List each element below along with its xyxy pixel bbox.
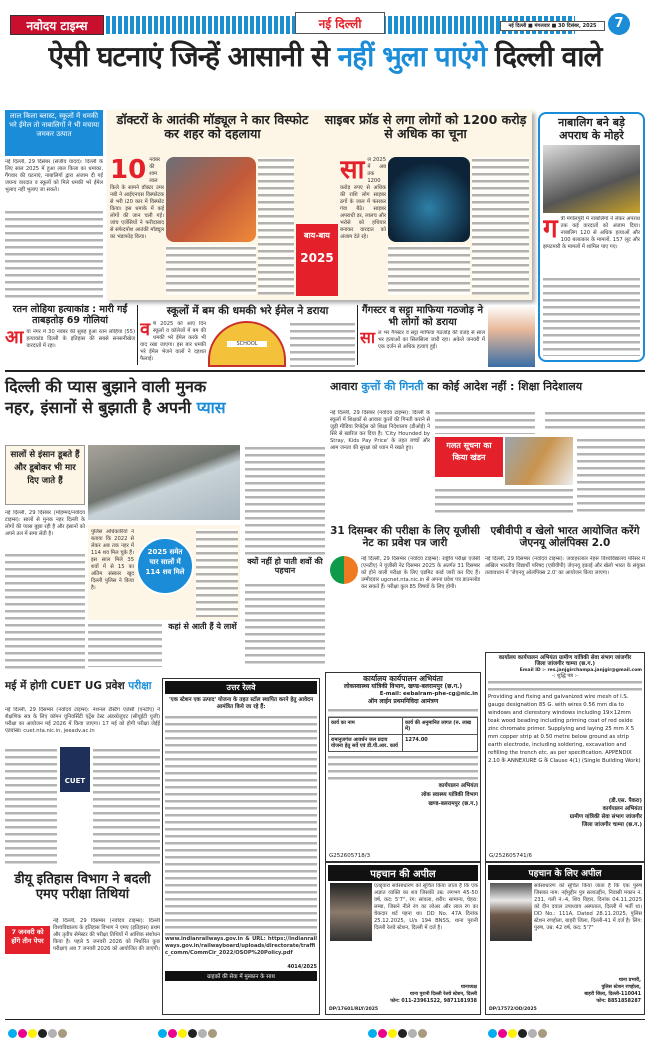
munak-headline-line2: नहर, इंसानों से बुझाती है अपनी: [5, 398, 191, 417]
blast-photo: [166, 157, 256, 242]
cuet-headline-text: मई में होगी CUET UG प्रवेश: [5, 680, 125, 692]
divider: [357, 305, 358, 365]
rail-ad-subtitle: 'एक स्टेशन एक उत्पाद' योजना के तहत स्टॉल स्थापित करने हेतु आवेदन आमंत्रित किये जा रहे हैं:: [168, 697, 313, 710]
main-headline-part1: ऐसी घटनाएं जिन्हें आसानी से: [48, 40, 329, 73]
tender2-corrigendum: -: शुद्धि पत्र :-: [551, 672, 579, 679]
tender2-email: Email ID :- res.janjgirchampa.janjgir@gmail.com: [519, 667, 642, 673]
munak-stat-circle: 2025 समेत चार सालों में 114 शव मिले: [136, 537, 194, 595]
tender1-email: E-mail: eebalram-phe-cg@nic.in: [379, 690, 478, 697]
nta-logo: [330, 556, 358, 584]
du-body: नई दिल्ली, 29 दिसम्बर (नवोदय टाइम्स): दिल्ली विश्वविद्यालय के इतिहास विभाग ने एमए (इतिहास) प्रथम और तृतीय सेमेस्टर की परीक्षा तिथियों में आंशिक संशोधन किया है। पहले 5 जनवरी 2026 को निर्धारित कुछ परीक्षाएं अब 7 जनवरी 2026 को आयोजित की जाएंगी।: [53, 918, 160, 952]
text-filler: [388, 245, 470, 295]
munak-headline-line1: दिल्ली की प्यास बुझाने वाली मुनक: [5, 377, 207, 396]
text-filler: [472, 157, 529, 295]
appeal-2: [485, 862, 645, 1015]
school-story: [140, 305, 355, 367]
dogs-photo: [505, 437, 573, 485]
table-cell: रामानुजगंज आवर्धन जल प्रदाय योजना हेतु सर्वे एवं डी.पी.आर. कार्य: [329, 735, 403, 751]
ugc-headline: 31 दिसम्बर की परीक्षा के लिए यूजीसी नेट का प्रवेश पत्र जारी: [330, 525, 480, 550]
tender1-notice: ऑन लाईन प्रथमनिविदा आमंत्रण: [367, 697, 439, 705]
bye-badge-line2: 2025: [300, 251, 334, 265]
text-filler: [328, 754, 478, 782]
page-number: 7: [608, 13, 630, 35]
drop-cap: सा: [360, 330, 375, 347]
munak-callout: सालों से इंसान डूबते हैं और डूबोकर भी मार दिए जाते हैं: [5, 445, 85, 505]
cyber-story-body: [340, 157, 386, 295]
cuet-body: नई दिल्ली, 29 दिसम्बर (नवोदय टाइम्स): नेशनल टेस्टिंग एजेंसी (एनटीए) ने शैक्षणिक सत्र के लिए कॉमन यूनिवर्सिटी एंट्रेंस टेस्ट अंडरग्रेजुएट (सीयूईटी यूजी) परीक्षा का आयोजन मई 2026 में किया जाएगा। 17 मई को होगी परीक्षा जेईई एडवांस्ड। cuet.nta.nic.in, jeeadv.ac.in: [5, 707, 160, 734]
school-sign: SCHOOL: [227, 341, 267, 347]
table-header: कार्य की अनुमानित लागत (रु. लाख में): [403, 718, 477, 735]
appeal1-code: DP/17601/RLY/2025: [329, 1007, 379, 1012]
dateline: नई दिल्ली ■ मंगलवार ■ 30 दिसंबर, 2025: [500, 21, 605, 31]
tender1-table: [328, 717, 478, 752]
tender-ad-1: [325, 672, 481, 862]
ugc-story-body-wrap: [330, 556, 480, 646]
school-story-headline: स्कूलों में बम की धमकी भरे ईमेल ने डराया: [166, 305, 329, 317]
ugc-body: नई दिल्ली, 29 दिसम्बर (नवोदय टाइम्स): राष्ट्रीय परीक्षा एजेंसी (एनटीए) ने यूजीसी नेट दिसम्बर 2025 के अंतर्गत 31 दिसम्बर को होने वाली परीक्षा के लिए एडमिट कार्ड जारी कर दिए हैं। उम्मीदवार ugcnet.nta.nic.in से अपना प्रवेश पत्र डाउनलोड कर सकते हैं। परीक्षा कुल 85 विषयों के लिए होगी।: [361, 556, 480, 590]
left-story-kicker: लाल किला ब्लास्ट, स्कूलों में धमकी भरे ईमेल तो नाबालिगों ने भी मचाया जमकर उत्पात: [5, 110, 103, 156]
lohia-story-body: [5, 329, 135, 364]
text-filler: [245, 582, 325, 667]
du-headline: डीयू इतिहास विभाग ने बदली एमए परीक्षा तिथियां: [14, 872, 151, 902]
tender1-sign: खण्ड-बलरामपुर (छ.ग.): [428, 801, 478, 808]
appeal1-title: पहचान की अपील: [328, 865, 478, 881]
munak-subhead-2: कहां से आती हैं ये लाशें: [168, 622, 237, 631]
text-filler: [290, 321, 355, 367]
rail-ad-code: 4014/2025: [287, 964, 317, 970]
main-headline-highlight: नहीं भुला पाएंगे: [337, 40, 487, 73]
tender2-title: कार्यालय कार्यपालन अभियंता ग्रामीण यांत्रिकी सेवा संभाग जांजगीर: [498, 655, 632, 661]
color-registration-marks: [8, 1023, 638, 1035]
minor-story-headline: नाबालिग बने बड़े अपराध के मोहरे: [558, 116, 625, 142]
appeal1-body: एतद्द्वारा सर्वसाधारण को सूचित किया जाता है कि एक अज्ञात व्यक्ति का शव जिसकी उम्र: लगभग 45-50 वर्ष, कद: 5'7", रंग: सांवला, शरीर: सामान्य, चेहरा: लम्बा, जिसने नीले रंग का लोअर और लाल रंग का चेकदार शर्ट पहना था। DD No. 47A दिनांक 25.12.2025, U/s 194 BNSS, थाना पुरानी दिल्ली रेलवे स्टेशन, दिल्ली में दर्ज है।: [374, 883, 478, 931]
left-story: [5, 110, 103, 305]
text-filler: [166, 245, 256, 295]
abvp-body: नई दिल्ली, 29 दिसम्बर (नवोदय टाइम्स): जवाहरलाल नेहरू विश्वविद्यालय परिसर में अखिल भारतीय विद्यार्थी परिषद (एबीवीपी) जेएनयू इकाई और खेलो भारत के संयुक्त तत्वावधान में 'जेएनयू ओलंपिक्स 2.0' का आयोजन किया जाएगा।: [485, 556, 645, 576]
doctor-story-headline: डॉक्टरों के आतंकी मॉड्यूल ने कार विस्फोट कर शहर को दहलाया: [116, 112, 309, 142]
appeal2-sign: पुलिस स्टेशन रणहोला,: [601, 985, 641, 990]
tender1-sign: कार्यपालन अभियंता: [438, 783, 478, 790]
tender1-title: कार्यालय कार्यपालन अभियंता: [363, 674, 443, 683]
munak-stat-body: पुलिस अधिकारियों ने बताया कि 2022 से लेकर अब तक नहर में 114 शव मिल चुके हैं। इस साल मिले 35 शवों में से 15 का अंतिम संस्कार खुद दिल्ली पुलिस ने किया है।: [91, 529, 134, 591]
text-filler: [5, 552, 85, 672]
text-filler: [165, 714, 317, 936]
dogs-headline-post: का कोई आदेश नहीं : शिक्षा निदेशालय: [427, 380, 583, 393]
munak-stat-box: [88, 525, 240, 620]
dogs-headline-highlight: कुत्तों की गिनती: [361, 380, 424, 393]
rail-ad-footer: ग्राहकों की सेवा में मुस्कान के साथ: [165, 971, 317, 981]
tender2-code: G/252605741/6: [489, 853, 532, 859]
rail-ad-title: उत्तर रेलवे: [165, 681, 317, 694]
cyber-story: [322, 113, 529, 298]
abvp-headline: एबीवीपी व खेलो भारत आयोजित करेंगे जेएनयू ओलंपिक्स 2.0: [490, 525, 640, 550]
appeal1-sign: थाना पुरानी दिल्ली रेलवे स्टेशन, दिल्ली: [409, 992, 477, 997]
table-header: कार्य का नाम: [329, 718, 403, 735]
logo: नवोदय टाइम्स: [10, 15, 104, 35]
bye-2025-badge: [296, 224, 338, 296]
text-filler: [88, 622, 162, 667]
doctor-story: [110, 113, 315, 298]
section-tab: नई दिल्ली: [295, 12, 385, 34]
text-filler: [5, 747, 57, 867]
text-filler: [196, 529, 238, 617]
munak-headline-highlight: प्यास: [196, 398, 226, 417]
text-filler: [435, 410, 535, 434]
minor-story-body: [543, 216, 640, 276]
appeal2-sign: बाहरी जिला, दिल्ली-110041: [584, 992, 641, 997]
text-filler: [328, 707, 478, 717]
main-headline: [5, 40, 645, 73]
footer-rule: [5, 1019, 645, 1020]
tender2-dist: जिला जांजगीर चाम्पा (छ.ग.): [534, 661, 596, 668]
bye-badge-line1: बाय-बाय: [304, 231, 330, 240]
minor-story: [538, 112, 645, 362]
appeal2-title: पहचान के लिए अपील: [488, 865, 642, 880]
dogs-body: नई दिल्ली, 29 दिसंबर (नवोदय टाइम्स): दिल्ली के स्कूलों में शिक्षकों से आवारा कुत्तों की गिनती कराने से जुड़ी मीडिया रिपोर्ट्स को शिक्षा निदेशालय (डीओई) ने सिरे से खारिज कर दिया है। 'City Hounded by Stray, Kids Pay Price' के तहत बच्चों और आम जनता की सुरक्षा को ध्यान में रखते हुए।: [330, 410, 430, 451]
appeal2-phone: फोन: 8851858287: [596, 999, 641, 1004]
text-filler: [545, 410, 645, 432]
canal-photo: [88, 445, 240, 520]
munak-body: नई दिल्ली, 29 दिसंबर (मोहम्मद/नवोदय टाइम्स): सालों से मुनक नहर दिल्ली के लोगों की प्यास बुझा रही है और इंसानों को अपने तल में समा लेती है।: [5, 510, 85, 537]
man-on-phone-photo: [488, 305, 535, 367]
text-filler: [245, 445, 325, 555]
section-divider: [5, 370, 645, 372]
minor-body-text: त्री मंगोलपुरी में नाबालिगों ने लेकर अपराध तक कई वारदातों को अंजाम दिया। नाबालिग 120 से अधिक हत्याओं और 100 बलात्कार के मामलों, 157 लूट और झपटमारी के मामलों में शामिल पाए गए।: [543, 216, 640, 251]
du-story-body-wrap: [5, 918, 160, 1015]
tender2-sign: ग्रामीण यांत्रिकी सेवा संभाग जांजगीर: [569, 813, 642, 820]
tender2-body: Providing and fixing and galvanized wire mesh of I.S. gauge designation 85 G. with wires 0.56 mm dia to windows and clerestory windows including 19×12mm teak wood beading including priming coat of red oxide zinc chromate primer. Supplying and laying 25 mm X 5 mm copper strip at 0.50 metre below ground as strip earth electrode, including soldering, excavation and refilling the trench etc. as per specification. APPENDIX 2.10 के ANNEXURE G के Clause 4(1) (Single Building Work): [488, 693, 641, 764]
appeal1-phone: फोन: 011-23961522, 9871181938: [390, 999, 477, 1004]
deceased-photo: [330, 883, 372, 941]
cuet-headline: [5, 680, 160, 692]
table-cell: 1274.00: [405, 737, 428, 744]
tender-ad-2: [485, 652, 645, 862]
cuet-logo: CUET: [60, 747, 90, 792]
rail-ad-links: www.indianrailways.gov.in & URL: https://indianrailways.gov.in/railwayboard/uploads/directorate/traffic_comm/CommCir_2022/OSOP%20Policy.pdf: [165, 936, 317, 956]
school-illustration: [208, 321, 286, 367]
divider: [137, 305, 138, 365]
left-story-body: नई दिल्ली, 29 दिसंबर (संजीव यादव): दिल्ली के लिए साल 2025 में हुआ लाल किला का धमाका, गैंगवार की घटनाएं, नाबालिगों द्वारा अंजाम दी गई जघन्य वारदात व स्कूलों को मिले धमकी भरे ईमेल भुलाए नहीं भुलाए जा सकते।: [5, 159, 103, 193]
dogs-headline: [330, 380, 645, 393]
hacker-photo: [388, 157, 470, 242]
text-filler: [577, 437, 645, 515]
crowd-photo: [543, 145, 640, 213]
text-filler: [93, 747, 160, 867]
school-story-body: [140, 321, 206, 367]
drop-cap: सा: [340, 157, 365, 185]
text-filler: [488, 679, 642, 693]
du-callout: 7 जनवरी को होंगे तीन पेपर: [5, 926, 50, 954]
tender2-sign: कार्यपालन अभियंता: [602, 805, 642, 812]
gangster-body-text: ल भर गैंगस्टर व सट्टा माफिया गठजोड़ की वजह से साल भर हत्याओं का सिलसिला जारी रहा। अकेले जनवरी में एक दर्जन से अधिक हत्याएं हुईं।: [377, 330, 485, 350]
appeal2-body: सर्वसाधारण को सूचित किया जाता है कि एक पुरुष जिसका नाम: नईमुद्दीन पुत्र सलाउद्दीन, निवासी मकान नं. 231, गली नं.-4, शिव विहार, दिनांक 04.11.2025 को दीन दयाल उपाध्याय अस्पताल, दिल्ली में भर्ती था। DD No.: 111A, Dated 28.11.2025, पुलिस स्टेशन रणहोला, बाहरी जिला, दिल्ली-41 में दर्ज है। लिंग: पुरुष, उम्र: 42 वर्ष, कद: 5'7": [534, 883, 642, 931]
gangster-story-headline: गैंगस्टर व सट्टा माफिया गठजोड़ ने भी लोगों को डराया: [361, 305, 484, 328]
appeal1-sign: थानाध्यक्ष: [460, 985, 477, 990]
text-filler: [258, 157, 294, 295]
dogs-callout: गलत सूचना का किया खंडन: [435, 437, 503, 477]
drop-cap: व: [140, 321, 151, 340]
rail-ad: [162, 678, 320, 1015]
text-filler: [5, 209, 103, 299]
tender1-code: G252605718/3: [329, 853, 371, 859]
gangster-story-body: [360, 330, 485, 364]
appeal-1: [325, 862, 481, 1015]
tender2-sign: जिला जांजगीर चाम्पा (छ.ग.): [581, 821, 642, 828]
appeal2-code: DP/17572/OD/2025: [489, 1007, 537, 1012]
munak-headline: [5, 376, 325, 418]
cyber-body-text: ल 2025 में अब तक 1200 करोड़ रुपए से अधिक की राशि लोग साइबर ठगों के जाल में फंसकर गंवा बैठे। साइबर अपराधी डर, लालच और भरोसे को हथियार बनाकर वारदात को अंजाम देते रहे।: [340, 157, 386, 240]
drop-cap: आ: [5, 328, 24, 348]
doctor-body-text: नवंबर की शाम लाल किले के सामने डॉक्टर उमर नबी ने आईएनएस विस्फोटक से भरी i20 कार में विस्फोट किया। इस धमाके में कई लोगों की जान चली गई। जांच एजेंसियों ने फरीदाबाद से सफेदपोश आतंकी मॉड्यूल का भंडाफोड़ किया।: [110, 157, 164, 240]
drop-cap: 10: [110, 157, 147, 185]
deceased-photo: [490, 883, 532, 941]
drop-cap: ग: [543, 216, 558, 245]
lohia-story: [5, 305, 135, 367]
dogs-headline-pre: आवारा: [330, 380, 358, 393]
appeal2-sign: थाना प्रभारी,: [618, 978, 641, 983]
lohia-story-headline: रतन लोहिया हत्याकांड : मारी गईं ताबड़तोड़ 69 गोलियां: [12, 304, 128, 326]
masthead: [0, 8, 650, 38]
text-filler: [543, 276, 640, 356]
school-body-text: र्ष 2025 को आए दिन स्कूलों व कॉलेजों में बम की धमकी भरे ईमेल करके भी याद रखा जाएगा। इस बार धमकी भरे ईमेल भेजने वालों ने दहशत फैलाई।: [140, 321, 206, 362]
text-filler: [435, 487, 573, 515]
munak-subhead-1: क्यों नहीं हो पाती शवों की पहचान: [247, 557, 323, 576]
doctor-story-body: [110, 157, 164, 295]
cuet-headline-highlight: परीक्षा: [128, 680, 152, 692]
tender1-sign: लोक स्वास्थ्य यांत्रिकी विभाग: [421, 792, 478, 799]
gangster-story: [360, 305, 535, 367]
tender2-signer: (डी.एस. पैकरा): [608, 797, 642, 804]
tender1-dept: लोकस्वास्थ्य यांत्रिकी विभाग, खण्ड-बलरामपुर (छ.ग.): [343, 682, 463, 690]
cyber-story-headline: साइबर फ्रॉड से लगा लोगों को 1200 करोड़ से अधिक का चूना: [324, 112, 527, 142]
lohia-body-text: या नगर में 30 नवंबर की सुबह हुआ रतन लोहिया (55) हत्याकांड दिल्ली के इतिहास की सबसे सनसनीखेज वारदातों में रहा।: [26, 328, 135, 349]
main-headline-part2: दिल्ली वाले: [494, 40, 602, 73]
